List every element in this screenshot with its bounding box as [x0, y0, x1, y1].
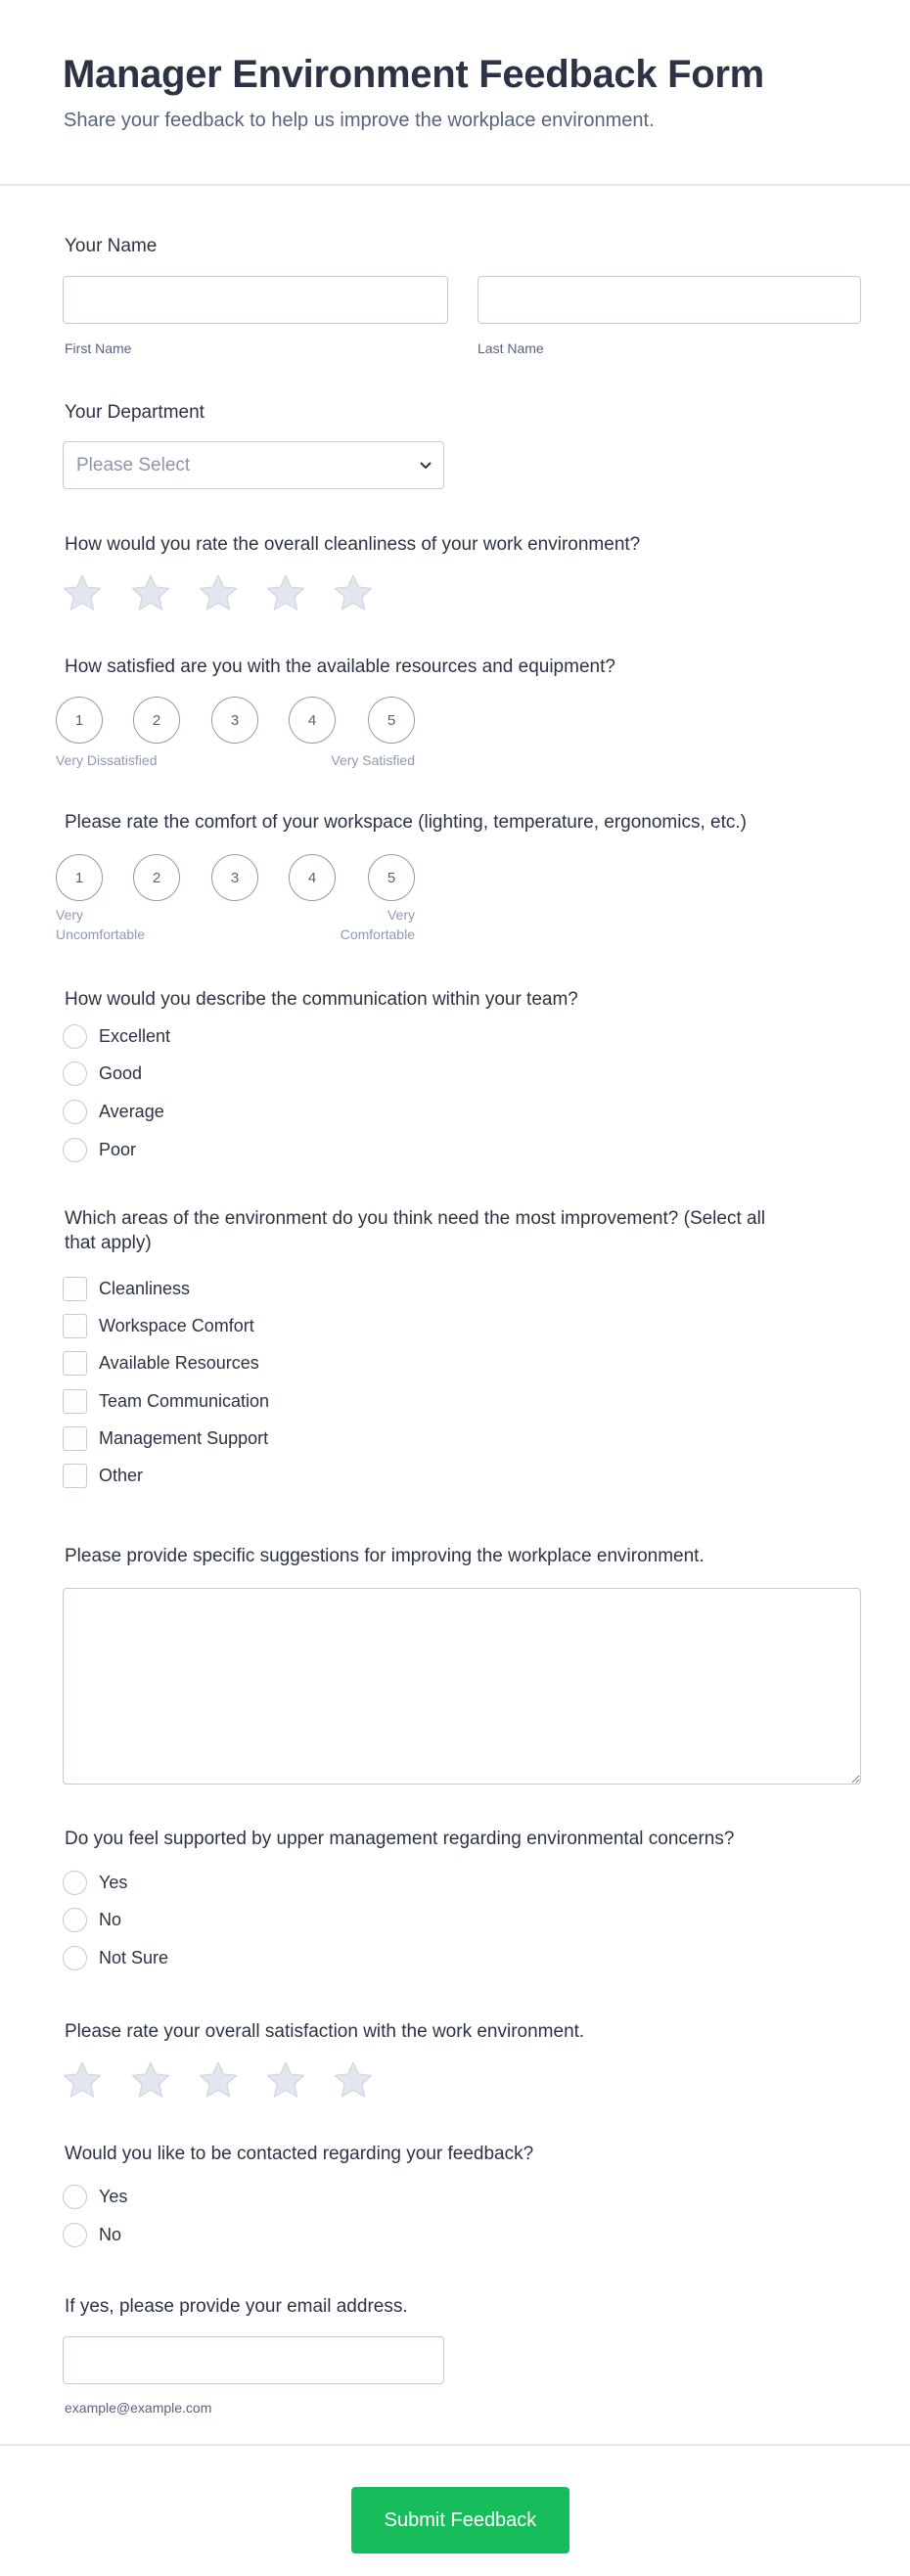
form-subtitle: Share your feedback to help us improve the workplace environment. — [64, 110, 655, 131]
checkbox[interactable] — [63, 1351, 87, 1376]
option-label: No — [99, 1910, 122, 1929]
cleanliness-question: How would you rate the overall cleanliness of your work environment? — [65, 534, 641, 555]
header-divider — [0, 184, 910, 186]
checkbox[interactable] — [63, 1389, 87, 1414]
radio-button[interactable] — [63, 1138, 87, 1162]
scale-high-label-line1: Very — [387, 907, 415, 923]
scale-option[interactable]: 4 — [289, 697, 336, 744]
star-icon[interactable] — [333, 572, 374, 613]
checkbox[interactable] — [63, 1314, 87, 1338]
star-icon[interactable] — [62, 2059, 103, 2101]
radio-button[interactable] — [63, 1024, 87, 1049]
overall-question: Please rate your overall satisfaction with the work environment. — [65, 2021, 585, 2042]
star-icon[interactable] — [62, 572, 103, 613]
option-label: Available Resources — [99, 1353, 259, 1373]
option-label: Excellent — [99, 1026, 171, 1046]
footer-divider — [0, 2444, 910, 2446]
improvement-question-line2: that apply) — [65, 1233, 152, 1253]
option-label: Not Sure — [99, 1948, 169, 1967]
option-label: Cleanliness — [99, 1279, 191, 1298]
scale-option[interactable]: 3 — [211, 854, 258, 901]
scale-option[interactable]: 1 — [56, 697, 103, 744]
option-label: Yes — [99, 1873, 128, 1892]
star-icon[interactable] — [198, 572, 239, 613]
scale-option[interactable]: 4 — [289, 854, 336, 901]
communication-question: How would you describe the communication within your team? — [65, 989, 578, 1010]
scale-option[interactable]: 1 — [56, 854, 103, 901]
scale-low-label-line1: Very — [56, 907, 84, 923]
option-label: No — [99, 2225, 122, 2244]
star-icon[interactable] — [198, 2059, 239, 2101]
scale-low-label-line2: Uncomfortable — [56, 926, 146, 942]
checkbox[interactable] — [63, 1464, 87, 1488]
scale-high-label-line2: Comfortable — [340, 926, 415, 942]
scale-option[interactable]: 5 — [368, 697, 415, 744]
option-label: Other — [99, 1466, 144, 1485]
checkbox[interactable] — [63, 1277, 87, 1301]
form-title: Manager Environment Feedback Form — [63, 53, 764, 96]
radio-button[interactable] — [63, 1946, 87, 1970]
email-question: If yes, please provide your email address. — [65, 2296, 408, 2317]
improvement-question-line1: Which areas of the environment do you think need the most improvement? (Select all — [65, 1208, 766, 1229]
option-label: Good — [99, 1063, 143, 1083]
star-icon[interactable] — [130, 2059, 171, 2101]
radio-button[interactable] — [63, 2223, 87, 2247]
star-icon[interactable] — [265, 2059, 306, 2101]
scale-option[interactable]: 2 — [133, 854, 180, 901]
resources-question: How satisfied are you with the available resources and equipment? — [65, 656, 615, 677]
comfort-question: Please rate the comfort of your workspace (lighting, temperature, ergonomics, etc.) — [65, 812, 747, 833]
scale-low-label: Very Dissatisfied — [56, 752, 158, 768]
radio-button[interactable] — [63, 2185, 87, 2209]
submit-button[interactable]: Submit Feedback — [351, 2487, 569, 2553]
suggestions-textarea[interactable] — [63, 1588, 861, 1785]
option-label: Management Support — [99, 1428, 269, 1448]
option-label: Average — [99, 1102, 164, 1121]
option-label: Team Communication — [99, 1391, 270, 1411]
radio-button[interactable] — [63, 1908, 87, 1932]
star-icon[interactable] — [130, 572, 171, 613]
radio-button[interactable] — [63, 1062, 87, 1086]
chevron-down-icon — [420, 462, 432, 470]
contact-question: Would you like to be contacted regarding your feedback? — [65, 2144, 534, 2164]
suggestions-question: Please provide specific suggestions for improving the workplace environment. — [65, 1546, 705, 1566]
scale-option[interactable]: 2 — [133, 697, 180, 744]
department-placeholder: Please Select — [76, 454, 191, 475]
star-icon[interactable] — [265, 572, 306, 613]
option-label: Yes — [99, 2187, 128, 2206]
department-label: Your Department — [65, 402, 205, 423]
management-question: Do you feel supported by upper management regarding environmental concerns? — [65, 1829, 735, 1849]
scale-option[interactable]: 3 — [211, 697, 258, 744]
radio-button[interactable] — [63, 1871, 87, 1895]
first-name-sublabel: First Name — [65, 340, 132, 356]
email-input[interactable] — [63, 2336, 444, 2384]
first-name-input[interactable] — [63, 276, 448, 324]
last-name-sublabel: Last Name — [478, 340, 544, 356]
name-label: Your Name — [65, 236, 158, 256]
scale-high-label: Very Satisfied — [331, 752, 415, 768]
checkbox[interactable] — [63, 1426, 87, 1451]
last-name-input[interactable] — [478, 276, 861, 324]
option-label: Workspace Comfort — [99, 1316, 254, 1335]
option-label: Poor — [99, 1140, 137, 1159]
scale-option[interactable]: 5 — [368, 854, 415, 901]
radio-button[interactable] — [63, 1100, 87, 1124]
department-select[interactable] — [63, 441, 444, 489]
email-sublabel: example@example.com — [65, 2400, 212, 2416]
star-icon[interactable] — [333, 2059, 374, 2101]
